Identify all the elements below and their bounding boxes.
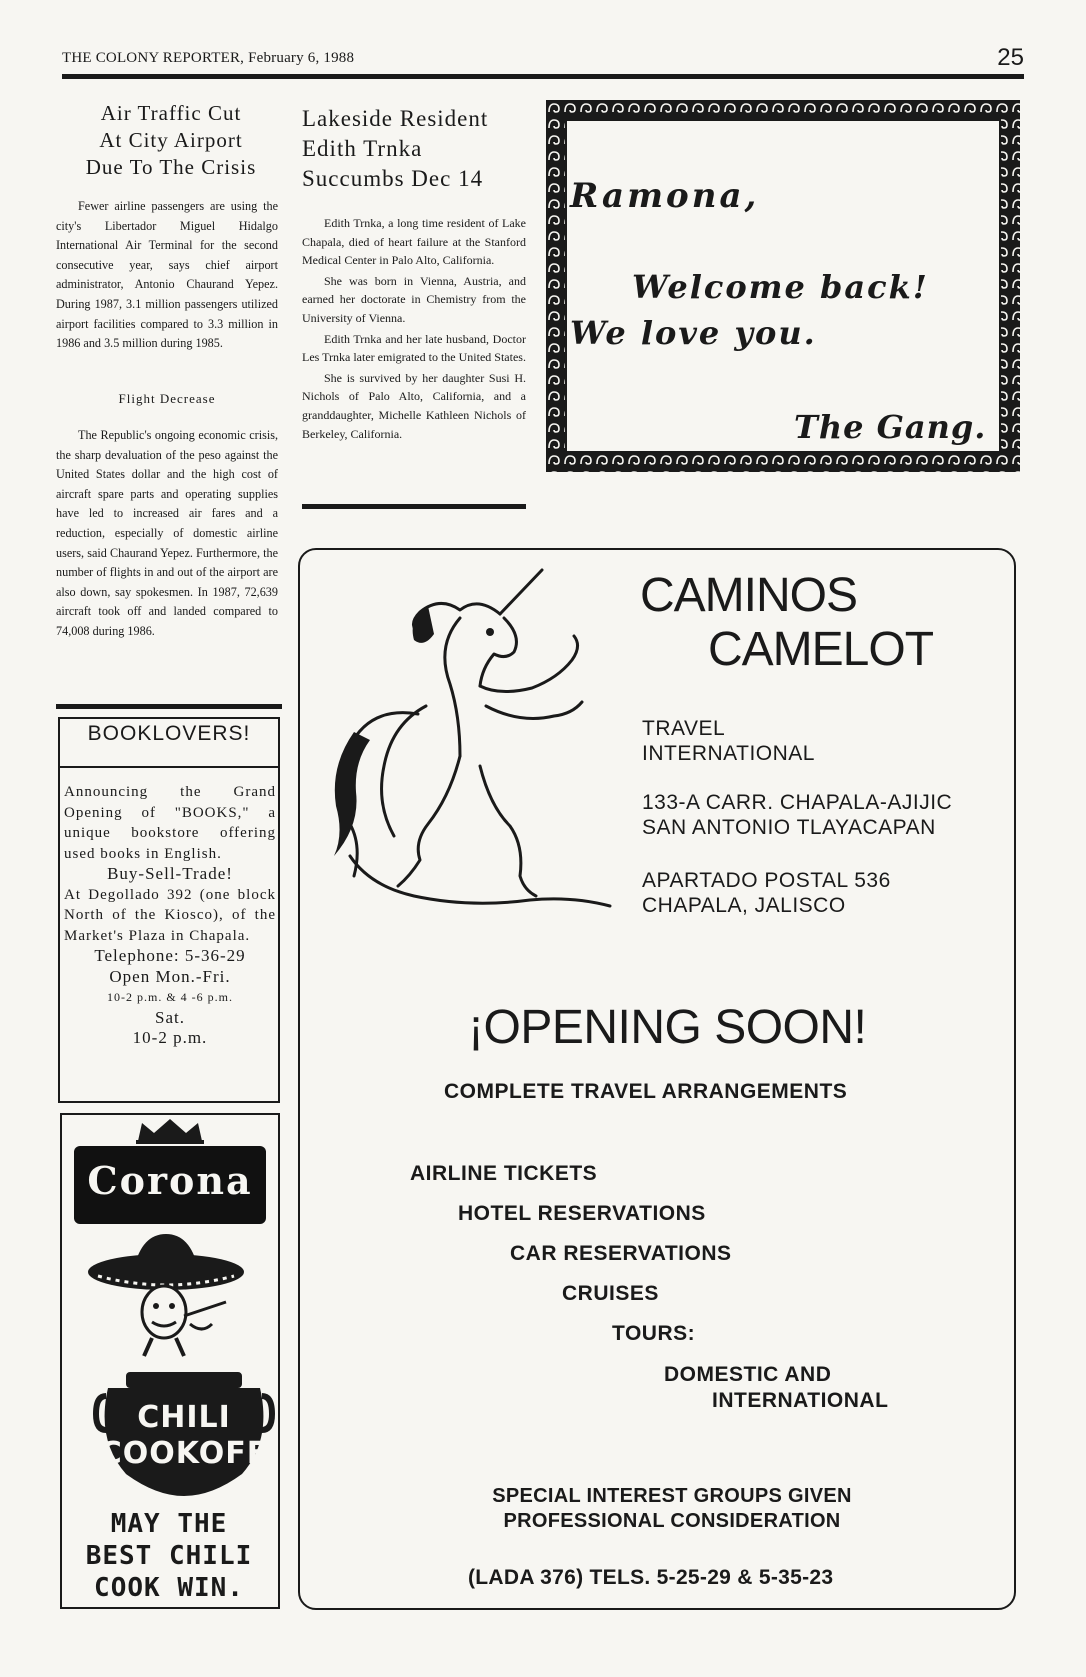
booklovers-title: BOOKLOVERS! <box>87 722 251 745</box>
trnka-body <box>302 214 526 445</box>
ad-line: PROFESSIONAL CONSIDERATION <box>503 1510 841 1532</box>
camelot-special <box>462 1484 882 1534</box>
ad-line: TRAVEL <box>642 717 726 740</box>
article-paragraph: The Republic's ongoing economic crisis, the sharp devaluation of the peso against the United States dollar and the high cost of aircraft spare parts and operating supplies have led to increased air fares and a reduction, especially of domestic airline users, said Chaurand Yepez. Furthermore, the number of flights in and out of the airport are also down, say spokesmen. In 1987, 72,639 aircraft took off and landed compared to 74,008 during 1986. <box>56 428 278 638</box>
camelot-title-line2: CAMELOT <box>708 623 934 676</box>
air-traffic-subhead: Flight Decrease <box>118 391 216 406</box>
trnka-headline <box>302 104 528 194</box>
headline-line: Due To The Crisis <box>85 155 257 179</box>
column-rule <box>56 704 282 709</box>
booklovers-open: Open Mon.-Fri. <box>109 966 231 986</box>
slogan-line: BEST CHILI <box>85 1541 253 1571</box>
ad-line: 133-A CARR. CHAPALA-AJIJIC <box>642 791 953 814</box>
article-paragraph: Fewer airline passengers are using the city's Libertador Miguel Hidalgo International Air Terminal for the second consecutive year, says chief airport administrator, Antonio Chaurand Yepez. During 1987, 3.1 million passengers utilized airport facilities compared to 3.3 million in 1986 and 3.5 million during 1985. <box>56 199 278 351</box>
ad-line: INTERNATIONAL <box>642 742 815 765</box>
chili-slogan <box>62 1508 276 1604</box>
booklovers-announcement: Announcing the Grand Opening of "BOOKS," a unique bookstore offering used books in English. <box>64 784 276 862</box>
publication-line: THE COLONY REPORTER, February 6, 1988 <box>62 50 355 66</box>
camelot-title-line1: CAMINOS <box>640 569 858 622</box>
ramona-love: We love you. <box>570 314 817 352</box>
booklovers-hours-weekday: 10-2 p.m. & 4 -6 p.m. <box>107 990 233 1004</box>
headline-line: Edith Trnka <box>302 136 423 161</box>
ramona-welcome: Welcome back! <box>632 268 929 306</box>
service-line: INTERNATIONAL <box>712 1389 889 1412</box>
booklovers-telephone: Telephone: 5-36-29 <box>94 946 246 965</box>
air-traffic-body <box>56 197 278 356</box>
booklovers-location: At Degollado 392 (one block North of the Kiosco), of the Market's Plaza in Chapala. <box>64 886 276 944</box>
service-item: CRUISES <box>562 1282 659 1305</box>
headline-line: Air Traffic Cut <box>100 101 242 125</box>
crown-icon <box>132 1115 208 1145</box>
article-paragraph: She is survived by her daughter Susi H. Nichols of Palo Alto, California, and a granddaughter, Michelle Kathleen Nichols of Berkeley, California. <box>302 370 526 441</box>
article-paragraph: She was born in Vienna, Austria, and earned her doctorate in Chemistry from the University of Vienna. <box>302 273 526 325</box>
article-paragraph: Edith Trnka, a long time resident of Lake Chapala, died of heart failure at the Stanford Medical Center in Palo Alto, California. <box>302 216 526 268</box>
ramona-signature: The Gang. <box>794 408 987 446</box>
masthead <box>62 44 1024 76</box>
chili-title-line1: CHILI <box>137 1400 231 1435</box>
camelot-telephones: (LADA 376) TELS. 5-25-29 & 5-35-23 <box>468 1566 834 1589</box>
air-traffic-headline <box>66 100 276 181</box>
ad-line: SAN ANTONIO TLAYACAPAN <box>642 816 936 839</box>
ramona-name: Ramona, <box>570 176 760 216</box>
service-item: TOURS: <box>612 1322 696 1345</box>
camelot-travel <box>642 716 815 766</box>
chili-title-line2: COOKOFF <box>99 1436 269 1471</box>
air-traffic-body-continued <box>56 426 278 644</box>
booklovers-divider <box>58 766 280 768</box>
booklovers-tagline: Buy-Sell-Trade! <box>107 864 233 883</box>
camelot-complete: COMPLETE TRAVEL ARRANGEMENTS <box>444 1080 848 1103</box>
slogan-line: COOK WIN. <box>94 1573 244 1603</box>
page-number: 25 <box>997 44 1024 71</box>
booklovers-text <box>64 782 276 1049</box>
service-item <box>664 1362 888 1414</box>
headline-line: Succumbs Dec 14 <box>302 166 484 191</box>
service-item: HOTEL RESERVATIONS <box>458 1202 706 1225</box>
mariachi-pepper-icon <box>86 1232 256 1362</box>
masthead-rule <box>62 74 1024 79</box>
service-item: AIRLINE TICKETS <box>410 1162 598 1185</box>
unicorn-icon <box>310 556 640 936</box>
camelot-postal <box>642 868 891 918</box>
service-line: DOMESTIC AND <box>664 1363 832 1386</box>
camelot-opening: ¡OPENING SOON! <box>468 1001 867 1054</box>
slogan-line: MAY THE <box>110 1509 228 1539</box>
headline-line: At City Airport <box>99 128 243 152</box>
corona-brand: Corona <box>87 1158 253 1203</box>
booklovers-saturday: Sat. <box>155 1007 185 1027</box>
column-rule <box>302 504 526 509</box>
article-paragraph: Edith Trnka and her late husband, Doctor Les Trnka later emigrated to the United States. <box>302 331 526 365</box>
ad-line: APARTADO POSTAL 536 <box>642 869 891 892</box>
booklovers-hours-saturday: 10-2 p.m. <box>132 1028 208 1047</box>
ad-line: CHAPALA, JALISCO <box>642 894 846 917</box>
camelot-address <box>642 790 952 840</box>
service-item: CAR RESERVATIONS <box>510 1242 732 1265</box>
ad-line: SPECIAL INTEREST GROUPS GIVEN <box>492 1485 852 1507</box>
headline-line: Lakeside Resident <box>302 106 489 131</box>
